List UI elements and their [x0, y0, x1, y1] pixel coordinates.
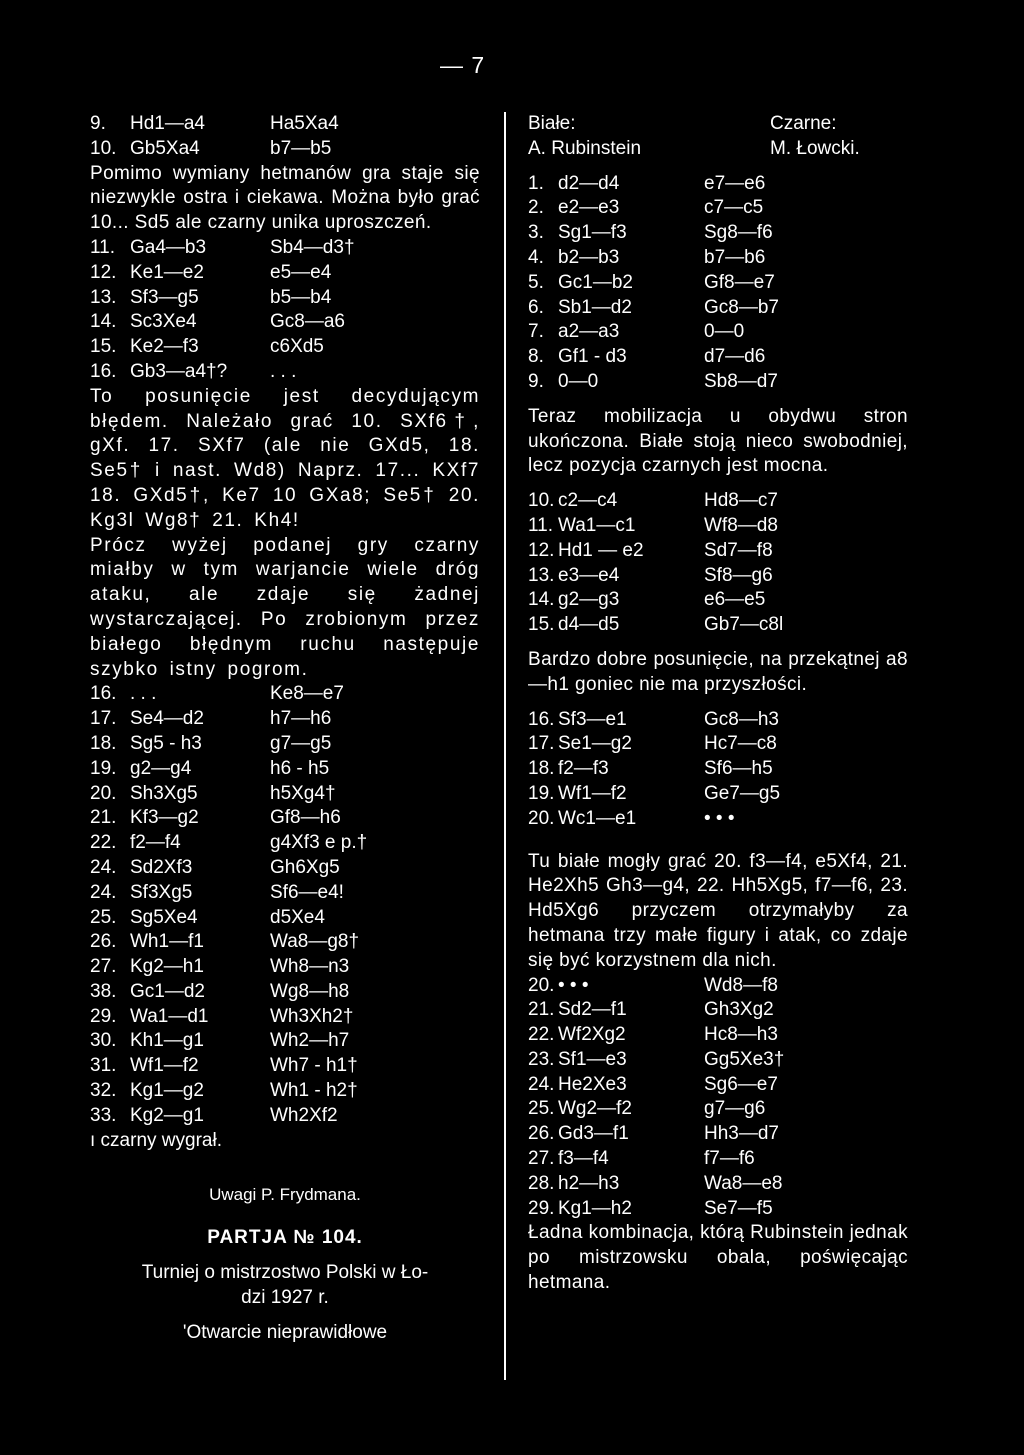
moves-block-c: [90, 682, 480, 1128]
white-move: d2—d4: [558, 172, 620, 194]
white-move: Sh3Xg5: [130, 782, 198, 804]
commentary-paragraph: Teraz mobilizacja u obydwu stron ukończona. Białe stoją nieco swobodniej, lecz pozycja czarnych jest mocna.: [528, 405, 908, 477]
moves-block-b: [90, 236, 480, 385]
commentary-paragraph: Ładna kombinacja, którą Rubinstein jednak po mistrzowsku obala, poświęcając hetmana.: [528, 1222, 908, 1294]
tournament-line: dzi 1927 r.: [241, 1286, 329, 1308]
move-number: 24.: [528, 1073, 555, 1095]
move-number: 30.: [90, 1030, 117, 1052]
move-number: 26.: [90, 931, 117, 953]
black-move: h6 - h5: [270, 757, 330, 779]
players-labels: [528, 112, 908, 137]
move-row: [90, 707, 480, 732]
white-move: g2—g3: [558, 589, 620, 611]
move-row: [528, 489, 908, 514]
opening-name: 'Otwarcie nieprawidłowe: [182, 1321, 388, 1343]
commentary-paragraph: Pomimo wymiany hetmanów gra staje się niezwykle ostra i ciekawa. Można było grać 10... Sd5 ale czarny unika uproszczeń.: [90, 162, 480, 234]
move-number: 28.: [528, 1172, 555, 1194]
move-number: 21.: [528, 999, 555, 1021]
black-move: Sf8—g6: [704, 564, 773, 586]
move-row: [90, 1029, 480, 1054]
left-column: [90, 112, 480, 1345]
white-move: Gb3—a4†?: [130, 360, 228, 382]
move-row: [90, 261, 480, 286]
moves-block-b: [528, 489, 908, 638]
commentary-paragraph: Tu białe mogły grać 20. f3—f4, e5Xf4, 21. He2Xh5 Gh3—g4, 22. Hh5Xg5, f7—f6, 23. Hd5Xg6 przyczem otrzymałyby za hetmana trzy małe figury i atak, co zdaje się być korzystnem dla nich.: [528, 850, 908, 971]
moves-block-d: [528, 974, 908, 1222]
black-move: Wa8—e8: [704, 1172, 783, 1194]
annotator-credit: Uwagi P. Frydmana.: [209, 1185, 361, 1205]
move-number: 21.: [90, 807, 117, 829]
black-move: Gc8—a6: [270, 311, 345, 333]
black-move: Sd7—f8: [704, 539, 773, 561]
move-number: 13.: [90, 286, 117, 308]
move-number: 18.: [90, 732, 117, 754]
move-row: [528, 271, 908, 296]
move-row: [528, 708, 908, 733]
move-row: [90, 112, 480, 137]
move-number: 9.: [90, 113, 106, 134]
move-number: 33.: [90, 1104, 117, 1126]
black-move: Wa8—g8†: [270, 931, 360, 953]
white-move: Gc1—b2: [558, 271, 633, 293]
move-number: 10.: [528, 490, 555, 512]
moves-block-a: [90, 112, 480, 162]
white-move: . . .: [130, 683, 157, 705]
white-move: Wh1—f1: [130, 931, 204, 953]
move-row: [528, 998, 908, 1023]
black-move: b5—b4: [270, 286, 332, 308]
black-move: d7—d6: [704, 346, 766, 368]
black-move: Sg6—e7: [704, 1073, 778, 1095]
black-move: Ke8—e7: [270, 683, 344, 705]
white-move: Gf1 - d3: [558, 346, 627, 368]
white-move: Wa1—c1: [558, 514, 636, 536]
black-move: Ha5Xa4: [270, 113, 339, 134]
move-row: [90, 1079, 480, 1104]
move-row: [90, 360, 480, 385]
move-row: [528, 1147, 908, 1172]
move-number: 25.: [528, 1098, 555, 1120]
white-move: f2—f3: [558, 758, 609, 780]
move-number: 27.: [528, 1148, 555, 1170]
white-move: Wf1—f2: [130, 1055, 199, 1077]
move-number: 16.: [528, 708, 555, 730]
move-number: 10.: [90, 137, 117, 159]
white-move: Kg1—g2: [130, 1080, 204, 1102]
black-move: Hd8—c7: [704, 490, 778, 512]
black-move: Hh3—d7: [704, 1123, 779, 1145]
move-row: [90, 1005, 480, 1030]
moves-block-c: [528, 708, 908, 832]
black-move: g4Xf3 e p.†: [270, 832, 368, 854]
move-number: 26.: [528, 1123, 555, 1145]
move-row: [90, 137, 480, 162]
white-move: Sf3Xg5: [130, 881, 193, 903]
move-number: 14.: [90, 311, 117, 333]
black-move: Se7—f5: [704, 1197, 773, 1219]
move-row: [90, 881, 480, 906]
black-move: Gg5Xe3†: [704, 1048, 785, 1070]
move-row: [90, 930, 480, 955]
white-move: f3—f4: [558, 1148, 609, 1170]
move-number: 6.: [528, 296, 544, 318]
white-move: c2—c4: [558, 490, 618, 512]
move-number: 3.: [528, 222, 544, 244]
white-move: Wc1—e1: [558, 807, 637, 829]
white-move: 0—0: [558, 370, 599, 392]
white-move: Sg5Xe4: [130, 906, 198, 928]
black-move: Gb7—c8l: [704, 614, 784, 636]
move-row: [528, 1197, 908, 1222]
move-row: [528, 172, 908, 197]
black-move: Gh3Xg2: [704, 999, 774, 1021]
move-row: [90, 310, 480, 335]
black-move: f7—f6: [704, 1148, 755, 1170]
black-move: Gc8—b7: [704, 296, 779, 318]
move-row: [528, 1122, 908, 1147]
white-move: Se4—d2: [130, 708, 204, 730]
black-move: Wf8—d8: [704, 514, 778, 536]
black-move: e6—e5: [704, 589, 766, 611]
move-row: [528, 196, 908, 221]
black-move: Ge7—g5: [704, 782, 781, 804]
move-number: 38.: [90, 980, 117, 1002]
move-row: [528, 370, 908, 395]
black-move: Hc7—c8: [704, 733, 777, 755]
black-move: Gc8—h3: [704, 708, 779, 730]
move-row: [528, 246, 908, 271]
black-move: Wh8—n3: [270, 956, 350, 978]
move-number: 17.: [528, 733, 555, 755]
white-move: Gd3—f1: [558, 1123, 629, 1145]
move-row: [90, 1104, 480, 1129]
white-move: e2—e3: [558, 197, 620, 219]
white-move: e3—e4: [558, 564, 620, 586]
black-move: Wd8—f8: [704, 974, 778, 996]
black-move: e5—e4: [270, 261, 332, 283]
black-move: Wh2—h7: [270, 1030, 350, 1052]
move-number: 24.: [90, 881, 117, 903]
move-number: 17.: [90, 708, 117, 730]
move-number: 27.: [90, 956, 117, 978]
move-number: 16.: [90, 683, 117, 705]
white-move: Ga4—b3: [130, 236, 207, 258]
white-move: Kg2—h1: [130, 956, 204, 978]
move-number: 13.: [528, 564, 555, 586]
black-move: Gh6Xg5: [270, 856, 340, 878]
white-label: Białe:: [528, 113, 576, 134]
black-move: Gf8—e7: [704, 271, 775, 293]
black-move: Sg8—f6: [704, 222, 773, 244]
white-move: Sd2Xf3: [130, 856, 193, 878]
black-move: g7—g5: [270, 732, 332, 754]
move-number: 1.: [528, 172, 544, 194]
white-move: Gc1—d2: [130, 980, 205, 1002]
move-number: 4.: [528, 246, 544, 268]
move-row: [528, 732, 908, 757]
move-row: [90, 682, 480, 707]
black-move: h5Xg4†: [270, 782, 336, 804]
move-number: 11.: [90, 236, 116, 258]
move-number: 25.: [90, 906, 117, 928]
white-move: d4—d5: [558, 614, 620, 636]
black-move: Gf8—h6: [270, 807, 341, 829]
move-row: [90, 806, 480, 831]
move-number: 11.: [528, 514, 554, 536]
move-row: [528, 1048, 908, 1073]
black-move: Wh3Xh2†: [270, 1005, 354, 1027]
move-number: 8.: [528, 346, 544, 368]
white-move: Kf3—g2: [130, 807, 199, 829]
move-row: [90, 335, 480, 360]
white-move: Sf1—e3: [558, 1048, 627, 1070]
move-row: [528, 296, 908, 321]
move-row: [90, 757, 480, 782]
move-number: 15.: [90, 336, 117, 358]
move-row: [90, 236, 480, 261]
white-move: Ke2—f3: [130, 336, 199, 358]
black-move: g7—g6: [704, 1098, 766, 1120]
black-move: b7—b6: [704, 246, 766, 268]
white-move: Se1—g2: [558, 733, 632, 755]
move-row: [90, 1054, 480, 1079]
white-move: Sg1—f3: [558, 222, 627, 244]
move-number: 22.: [528, 1024, 555, 1046]
move-row: [90, 732, 480, 757]
players-names: [528, 137, 908, 162]
white-move: f2—f4: [130, 832, 181, 854]
move-row: [528, 613, 908, 638]
move-row: [528, 514, 908, 539]
move-row: [528, 1073, 908, 1098]
white-move: g2—g4: [130, 757, 192, 779]
white-move: Kg1—h2: [558, 1197, 632, 1219]
move-row: [528, 1172, 908, 1197]
move-row: [528, 1097, 908, 1122]
black-move: c7—c5: [704, 197, 764, 219]
move-number: 12.: [90, 261, 117, 283]
move-row: [528, 974, 908, 999]
white-move: Sc3Xe4: [130, 311, 197, 333]
tournament-line: Turniej o mistrzostwo Polski w Ło-: [141, 1262, 429, 1284]
move-row: [90, 856, 480, 881]
black-move: e7—e6: [704, 172, 766, 194]
move-number: 19.: [90, 757, 117, 779]
move-number: 22.: [90, 832, 117, 854]
move-row: [90, 955, 480, 980]
moves-block-a: [528, 172, 908, 395]
white-move: Ke1—e2: [130, 261, 204, 283]
white-move: h2—h3: [558, 1172, 620, 1194]
move-number: 20.: [528, 807, 555, 829]
move-number: 7.: [528, 321, 544, 343]
white-move: He2Xe3: [558, 1073, 627, 1095]
black-move: Wh2Xf2: [270, 1104, 338, 1126]
black-move: h7—h6: [270, 708, 332, 730]
move-row: [528, 1023, 908, 1048]
commentary-paragraph: To posunięcie jest decydującym błędem. Należało grać 10. SXf6†, gXf. 17. SXf7 (ale nie GXd5, 18. Se5† i nast. Wd8) Naprz. 17... KXf7 18. GXd5†, Ke7 10 GXa8; Se5† 20. Kg3l Wg8† 21. Kh4!: [90, 385, 480, 531]
black-move: b7—b5: [270, 137, 332, 159]
move-number: 29.: [90, 1005, 117, 1027]
move-number: 9.: [528, 370, 544, 392]
game-title: PARTJA № 104.: [207, 1227, 363, 1249]
black-move: Hc8—h3: [704, 1024, 778, 1046]
move-row: [90, 286, 480, 311]
commentary-paragraph: Bardzo dobre posunięcie, na przekątnej a8—h1 goniec nie ma przyszłości.: [528, 648, 908, 695]
move-number: 14.: [528, 589, 555, 611]
white-move: b2—b3: [558, 246, 620, 268]
black-move: • • •: [704, 807, 735, 829]
move-row: [528, 564, 908, 589]
move-row: [528, 345, 908, 370]
move-row: [528, 588, 908, 613]
move-number: 20.: [90, 782, 117, 804]
move-row: [90, 980, 480, 1005]
white-move: Sg5 - h3: [130, 732, 202, 754]
move-row: [90, 831, 480, 856]
column-divider: [504, 112, 506, 1380]
black-move: Wh1 - h2†: [270, 1080, 358, 1102]
move-row: [90, 906, 480, 931]
white-move: Sf3—g5: [130, 286, 199, 308]
move-number: 19.: [528, 782, 555, 804]
move-number: 23.: [528, 1048, 555, 1070]
white-move: Sb1—d2: [558, 296, 632, 318]
move-row: [528, 221, 908, 246]
move-row: [528, 539, 908, 564]
move-number: 18.: [528, 758, 555, 780]
black-move: Sf6—e4!: [270, 881, 344, 903]
move-row: [90, 782, 480, 807]
white-move: • • •: [558, 974, 589, 996]
white-move: Hd1—a4: [130, 113, 205, 134]
white-move: Hd1 — e2: [558, 539, 644, 561]
move-number: 24.: [90, 856, 117, 878]
black-move: d5Xe4: [270, 906, 325, 928]
move-row: [528, 782, 908, 807]
white-move: Wg2—f2: [558, 1098, 632, 1120]
move-number: 29.: [528, 1197, 555, 1219]
white-move: Wf1—f2: [558, 782, 627, 804]
game-result: ı czarny wygrał.: [90, 1129, 222, 1151]
white-move: Sd2—f1: [558, 999, 627, 1021]
white-move: a2—a3: [558, 321, 620, 343]
black-move: Sb8—d7: [704, 370, 778, 392]
black-move: Sb4—d3†: [270, 236, 355, 258]
black-move: Wg8—h8: [270, 980, 350, 1002]
black-player: M. Łowcki.: [770, 137, 860, 159]
move-number: 20.: [528, 974, 555, 996]
white-move: Wa1—d1: [130, 1005, 209, 1027]
move-row: [528, 757, 908, 782]
black-move: Sf6—h5: [704, 758, 773, 780]
move-number: 12.: [528, 539, 555, 561]
black-label: Czarne:: [770, 113, 837, 134]
move-number: 2.: [528, 197, 544, 219]
white-player: A. Rubinstein: [528, 137, 642, 159]
black-move: . . .: [270, 360, 297, 382]
move-number: 32.: [90, 1080, 117, 1102]
white-move: Gb5Xa4: [130, 137, 200, 159]
white-move: Wf2Xg2: [558, 1024, 626, 1046]
commentary-paragraph: Prócz wyżej podanej gry czarny miałby w tym warjancie wiele dróg ataku, ale zdaje się żadnej wystarczającej. Po zrobionym przez białego błędnym ruchu następuje szybko istny pogrom.: [90, 534, 480, 680]
white-move: Sf3—e1: [558, 708, 627, 730]
white-move: Kg2—g1: [130, 1104, 204, 1126]
right-column: [528, 112, 908, 1296]
move-row: [528, 807, 908, 832]
black-move: c6Xd5: [270, 336, 324, 358]
move-number: 31.: [90, 1055, 117, 1077]
move-row: [528, 320, 908, 345]
black-move: Wh7 - h1†: [270, 1055, 358, 1077]
move-number: 15.: [528, 614, 555, 636]
page-number: — 7: [440, 52, 486, 78]
white-move: Kh1—g1: [130, 1030, 204, 1052]
move-number: 5.: [528, 271, 544, 293]
black-move: 0—0: [704, 321, 745, 343]
move-number: 16.: [90, 360, 117, 382]
